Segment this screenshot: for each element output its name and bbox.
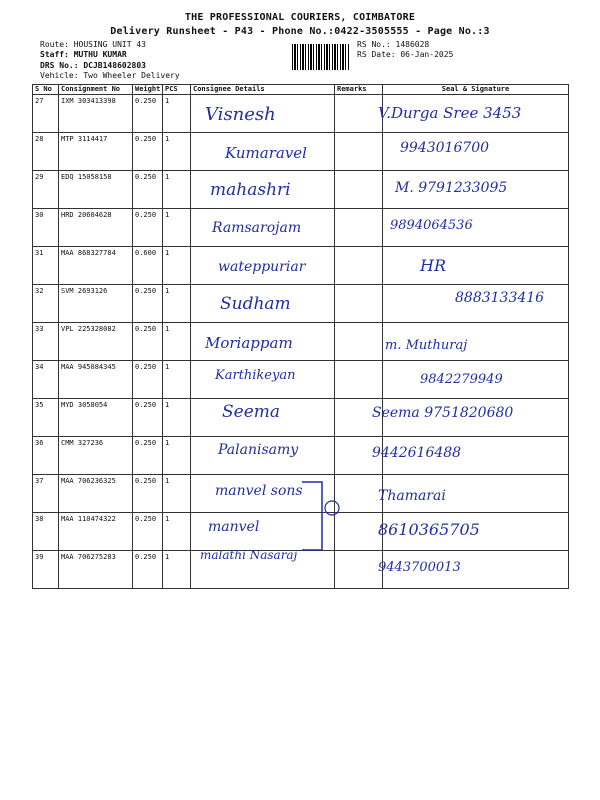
cell-weight: 0.250 bbox=[133, 399, 163, 437]
cell-pcs: 1 bbox=[163, 551, 191, 589]
handwritten-bracket-mark bbox=[300, 478, 345, 558]
cell-remarks bbox=[335, 323, 383, 361]
table-header-row bbox=[33, 85, 569, 95]
handwritten-signature: m. Muthuraj bbox=[385, 338, 468, 353]
cell-sno: 27 bbox=[33, 95, 59, 133]
table-row bbox=[33, 323, 569, 361]
handwritten-signature: M. 9791233095 bbox=[395, 180, 508, 196]
barcode-image bbox=[292, 44, 350, 70]
cell-pcs: 1 bbox=[163, 513, 191, 551]
col-header-weight: Weight bbox=[133, 85, 163, 95]
cell-consignment: MAA 706236325 bbox=[59, 475, 133, 513]
handwritten-signature: HR bbox=[420, 256, 446, 275]
cell-weight: 0.250 bbox=[133, 475, 163, 513]
cell-sno: 34 bbox=[33, 361, 59, 399]
handwritten-consignee: Palanisamy bbox=[218, 442, 299, 458]
route-label: Route: HOUSING UNIT 43 bbox=[40, 40, 146, 49]
cell-sno: 36 bbox=[33, 437, 59, 475]
handwritten-consignee: Kumaravel bbox=[225, 144, 307, 162]
table-row bbox=[33, 437, 569, 475]
cell-weight: 0.250 bbox=[133, 361, 163, 399]
cell-consignment: MAA 945084345 bbox=[59, 361, 133, 399]
cell-pcs: 1 bbox=[163, 399, 191, 437]
handwritten-signature: 9894064536 bbox=[390, 218, 473, 233]
cell-sno: 28 bbox=[33, 133, 59, 171]
cell-weight: 0.250 bbox=[133, 323, 163, 361]
cell-consignment: MAA 110474322 bbox=[59, 513, 133, 551]
cell-consignment: MYD 3058054 bbox=[59, 399, 133, 437]
cell-weight: 0.600 bbox=[133, 247, 163, 285]
cell-pcs: 1 bbox=[163, 171, 191, 209]
cell-consignment: VPL 225328082 bbox=[59, 323, 133, 361]
handwritten-signature: 9443700013 bbox=[378, 560, 461, 575]
col-header-remarks: Remarks bbox=[335, 85, 383, 95]
handwritten-signature: 9943016700 bbox=[400, 140, 490, 156]
cell-consignment: MTP 3114417 bbox=[59, 133, 133, 171]
col-header-consignment: Consignment No bbox=[59, 85, 133, 95]
cell-weight: 0.250 bbox=[133, 171, 163, 209]
cell-sno: 32 bbox=[33, 285, 59, 323]
rs-number: RS No.: 1486028 bbox=[357, 40, 430, 49]
cell-pcs: 1 bbox=[163, 475, 191, 513]
handwritten-signature: 9442616488 bbox=[372, 445, 462, 461]
cell-consignment: EDQ 15058158 bbox=[59, 171, 133, 209]
cell-sno: 35 bbox=[33, 399, 59, 437]
cell-consignment: HRD 20604628 bbox=[59, 209, 133, 247]
handwritten-consignee: mahashri bbox=[210, 180, 291, 200]
cell-sno: 39 bbox=[33, 551, 59, 589]
cell-sno: 29 bbox=[33, 171, 59, 209]
handwritten-signature: 9842279949 bbox=[420, 372, 503, 387]
cell-consignment: SVM 2693126 bbox=[59, 285, 133, 323]
cell-remarks bbox=[335, 133, 383, 171]
cell-sno: 31 bbox=[33, 247, 59, 285]
handwritten-consignee: Seema bbox=[222, 402, 281, 422]
vehicle-label: Vehicle: Two Wheeler Delivery bbox=[40, 71, 180, 80]
cell-consignment: MAA 706275283 bbox=[59, 551, 133, 589]
col-header-sno: S No bbox=[33, 85, 59, 95]
rs-date: RS Date: 06-Jan-2025 bbox=[357, 50, 454, 59]
handwritten-consignee: Sudham bbox=[220, 294, 291, 314]
cell-sno: 38 bbox=[33, 513, 59, 551]
cell-pcs: 1 bbox=[163, 437, 191, 475]
cell-consignment: MAA 868327784 bbox=[59, 247, 133, 285]
handwritten-consignee: manvel sons bbox=[215, 483, 303, 499]
handwritten-consignee: malathi Nasaraj bbox=[200, 548, 298, 562]
handwritten-signature: Seema 9751820680 bbox=[372, 405, 514, 421]
col-header-seal: Seal & Signature bbox=[383, 85, 569, 95]
drs-label: DRS No.: DCJB148602803 bbox=[40, 61, 146, 70]
cell-sno: 33 bbox=[33, 323, 59, 361]
cell-weight: 0.250 bbox=[133, 437, 163, 475]
cell-weight: 0.250 bbox=[133, 133, 163, 171]
cell-weight: 0.250 bbox=[133, 285, 163, 323]
cell-weight: 0.250 bbox=[133, 95, 163, 133]
cell-remarks bbox=[335, 209, 383, 247]
handwritten-consignee: Moriappam bbox=[205, 334, 293, 352]
col-header-pcs: PCS bbox=[163, 85, 191, 95]
cell-remarks bbox=[335, 361, 383, 399]
cell-remarks bbox=[335, 95, 383, 133]
col-header-consignee: Consignee Details bbox=[191, 85, 335, 95]
company-title: THE PROFESSIONAL COURIERS, COIMBATORE bbox=[184, 12, 416, 23]
cell-pcs: 1 bbox=[163, 285, 191, 323]
handwritten-signature: V.Durga Sree 3453 bbox=[378, 104, 522, 122]
cell-pcs: 1 bbox=[163, 133, 191, 171]
cell-weight: 0.250 bbox=[133, 209, 163, 247]
cell-pcs: 1 bbox=[163, 361, 191, 399]
handwritten-signature: 8883133416 bbox=[455, 290, 545, 306]
handwritten-signature: 8610365705 bbox=[378, 520, 480, 539]
cell-pcs: 1 bbox=[163, 247, 191, 285]
handwritten-signature: Thamarai bbox=[378, 488, 446, 504]
cell-sno: 30 bbox=[33, 209, 59, 247]
cell-remarks bbox=[335, 247, 383, 285]
handwritten-consignee: manvel bbox=[208, 519, 260, 535]
handwritten-consignee: wateppuriar bbox=[218, 259, 306, 275]
cell-weight: 0.250 bbox=[133, 513, 163, 551]
cell-weight: 0.250 bbox=[133, 551, 163, 589]
staff-label: Staff: MUTHU KUMAR bbox=[40, 50, 127, 59]
cell-consignment: IXM 303413398 bbox=[59, 95, 133, 133]
cell-consignment: CMM 327236 bbox=[59, 437, 133, 475]
cell-remarks bbox=[335, 171, 383, 209]
handwritten-consignee: Karthikeyan bbox=[215, 368, 296, 383]
handwritten-consignee: Ramsarojam bbox=[212, 220, 302, 236]
cell-sno: 37 bbox=[33, 475, 59, 513]
cell-pcs: 1 bbox=[163, 209, 191, 247]
cell-pcs: 1 bbox=[163, 95, 191, 133]
cell-pcs: 1 bbox=[163, 323, 191, 361]
cell-seal bbox=[383, 247, 569, 285]
runsheet-subtitle: Delivery Runsheet - P43 - Phone No.:0422-3505555 - Page No.:3 bbox=[110, 26, 490, 37]
handwritten-consignee: Visnesh bbox=[205, 104, 276, 125]
cell-remarks bbox=[335, 285, 383, 323]
